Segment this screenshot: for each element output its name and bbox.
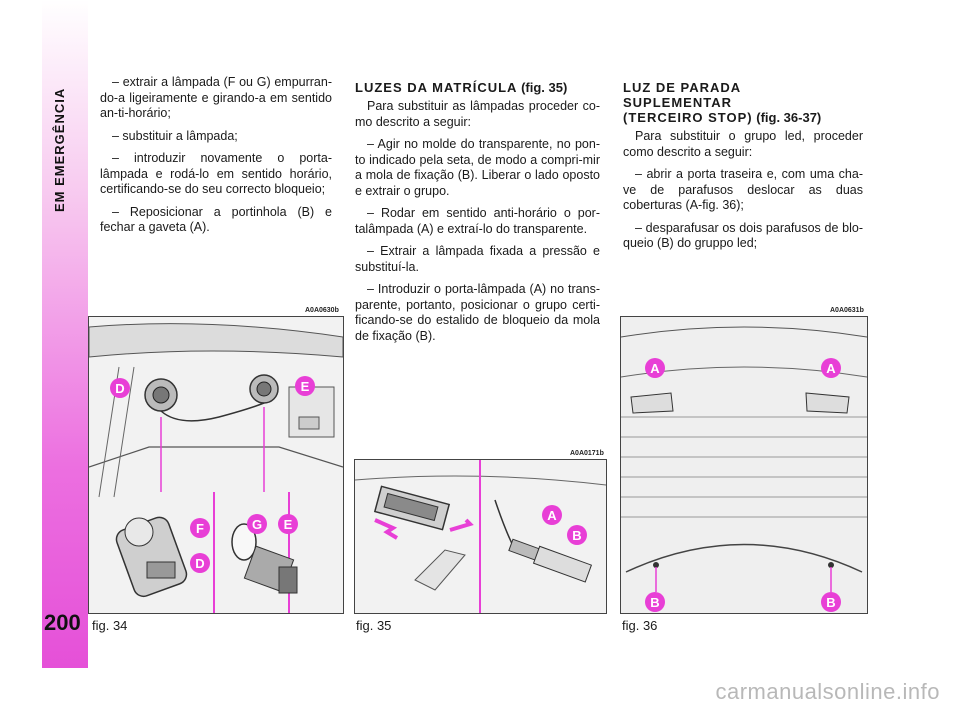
svg-text:A: A (547, 508, 557, 523)
fig34-code: A0A0630b (305, 307, 339, 314)
svg-text:B: B (650, 595, 660, 610)
callout-d-top (110, 378, 130, 398)
callout-b-left (645, 592, 665, 612)
col2-paragraph-2: – Agir no molde do transparente, no pon-to indicado pela seta, de modo a compri-mir a mola de fixação (B). Liberar o lado oposto e extrair o grupo. (355, 137, 600, 198)
figure-34 (88, 316, 344, 614)
col1-paragraph-4: – Reposicionar a portinhola (B) e fechar a gaveta (A). (100, 204, 332, 234)
col2-paragraph-4: – Extrair a lâmpada fixada a pressão e substituí-la. (355, 244, 600, 274)
callout-g (247, 514, 267, 534)
callout-e-bottom (278, 514, 298, 534)
svg-text:D: D (115, 381, 125, 396)
figure-35-callouts (355, 460, 606, 613)
callout-b (567, 525, 587, 545)
column-1 (100, 75, 332, 243)
fig36-caption: fig. 36 (622, 618, 658, 633)
figure-36-callouts (621, 317, 867, 613)
figure-34-callouts (89, 317, 343, 613)
callout-a-left (645, 358, 665, 378)
col3-heading-line-1: LUZ DE PARADA (623, 80, 742, 95)
svg-text:B: B (826, 595, 836, 610)
fig34-caption: fig. 34 (92, 618, 128, 633)
svg-text:A: A (826, 361, 836, 376)
column-2 (355, 80, 600, 351)
fig35-caption: fig. 35 (356, 618, 392, 633)
watermark: carmanualsonline.info (715, 679, 940, 704)
fig36-code: A0A0631b (830, 307, 864, 314)
col2-paragraph-1: Para substituir as lâmpadas proceder co-mo descrito a seguir: (355, 99, 600, 129)
col3-heading (623, 80, 863, 125)
col2-heading-ref: (fig. 35) (521, 80, 568, 95)
col1-paragraph-2: – substituir a lâmpada; (112, 128, 238, 143)
svg-text:B: B (572, 528, 582, 543)
col3-heading-ref: (fig. 36-37) (756, 110, 822, 125)
svg-text:A: A (650, 361, 660, 376)
svg-text:G: G (251, 517, 263, 532)
svg-text:F: F (196, 521, 204, 536)
fig35-code: A0A0171b (570, 450, 604, 457)
col3-paragraph-1: Para substituir o grupo led, proceder como descrito a seguir: (623, 129, 863, 159)
svg-text:E: E (283, 517, 293, 532)
col3-paragraph-2: – abrir a porta traseira e, com uma cha-ve de parafusos deslocar as duas coberturas (A-fig. 36); (623, 167, 863, 212)
figure-35 (354, 459, 607, 614)
callout-d-bottom (190, 553, 210, 573)
callout-f (190, 518, 210, 538)
col2-paragraph-5: – Introduzir o porta-lâmpada (A) no trans-parente, portanto, posicionar o grupo certi-ficando-se do estalido de bloqueio da mola de fixação (B). (355, 282, 600, 343)
svg-text:D: D (195, 556, 205, 571)
figure-36 (620, 316, 868, 614)
col2-heading-text: LUZES DA MATRÍCULA (355, 80, 518, 95)
callout-b-right (821, 592, 841, 612)
column-3 (623, 80, 863, 259)
callout-a (542, 505, 562, 525)
col3-heading-line-3: (TERCEIRO STOP) (623, 110, 753, 125)
col1-paragraph-3: – introduzir novamente o porta-lâmpada e rodá-lo em sentido horário, certificando-se do seu correcto bloqueio; (100, 151, 332, 196)
section-title: EM EMERGÊNCIA (52, 87, 67, 213)
col1-paragraph-1: – extrair a lâmpada (F ou G) empurran-do-a ligeiramente e girando-a em sentido an-ti-horário; (100, 75, 332, 120)
callout-a-right (821, 358, 841, 378)
col2-heading (355, 80, 600, 95)
col3-heading-line-2: SUPLEMENTAR (623, 95, 732, 110)
col3-paragraph-3: – desparafusar os dois parafusos de blo-queio (B) do gruppo led; (623, 220, 863, 250)
callout-e-top (295, 376, 315, 396)
col2-paragraph-3: – Rodar em sentido anti-horário o por-talâmpada (A) e extraí-lo do transparente. (355, 206, 600, 236)
svg-text:E: E (300, 379, 310, 394)
page-number: 200 (44, 610, 81, 635)
